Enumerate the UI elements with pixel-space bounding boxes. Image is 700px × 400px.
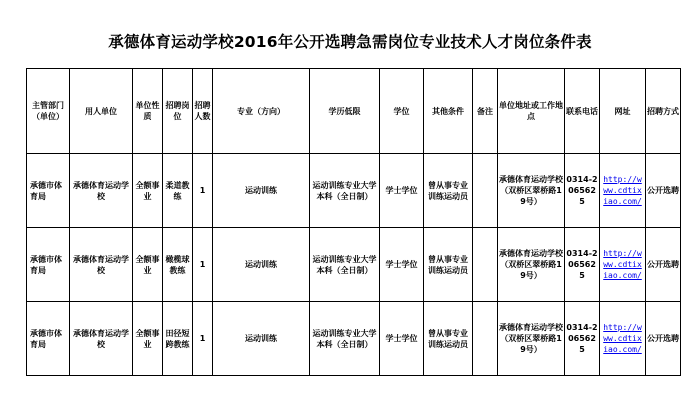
website-link[interactable]: http://www.cdtixiao.com/: [603, 249, 642, 280]
header-method: 招聘方式: [646, 69, 681, 154]
cell-nature: 全额事业: [133, 228, 163, 302]
cell-major: 运动训练: [213, 302, 310, 376]
cell-count: 1: [193, 154, 213, 228]
header-phone: 联系电话: [565, 69, 600, 154]
cell-other: 曾从事专业训练运动员: [424, 154, 473, 228]
table-row: [27, 154, 681, 228]
cell-note: [473, 302, 498, 376]
cell-dept: 承德市体育局: [27, 154, 70, 228]
cell-unit: 承德体育运动学校: [70, 154, 133, 228]
cell-degree: 学士学位: [380, 228, 424, 302]
header-count: 招聘人数: [193, 69, 213, 154]
cell-count: 1: [193, 302, 213, 376]
cell-unit: 承德体育运动学校: [70, 228, 133, 302]
website-link[interactable]: http://www.cdtixiao.com/: [603, 323, 642, 354]
cell-dept: 承德市体育局: [27, 302, 70, 376]
cell-method: 公开选聘: [646, 228, 681, 302]
cell-major: 运动训练: [213, 154, 310, 228]
cell-post: 田径短跨教练: [163, 302, 193, 376]
header-major: 专业（方向）: [213, 69, 310, 154]
cell-phone: 0314-2065625: [565, 302, 600, 376]
page-title: 承德体育运动学校2016年公开选聘急需岗位专业技术人才岗位条件表: [108, 33, 592, 51]
header-post: 招聘岗位: [163, 69, 193, 154]
cell-degree: 学士学位: [380, 154, 424, 228]
cell-nature: 全额事业: [133, 302, 163, 376]
cell-note: [473, 228, 498, 302]
cell-count: 1: [193, 228, 213, 302]
cell-post: 橄榄球教练: [163, 228, 193, 302]
conditions-table: [26, 68, 681, 376]
cell-website: [600, 228, 646, 302]
cell-nature: 全额事业: [133, 154, 163, 228]
cell-method: 公开选聘: [646, 302, 681, 376]
cell-note: [473, 154, 498, 228]
cell-degree: 学士学位: [380, 302, 424, 376]
cell-edu: 运动训练专业大学本科（全日制）: [310, 154, 380, 228]
header-website: 网址: [600, 69, 646, 154]
cell-website: [600, 154, 646, 228]
website-link[interactable]: http://www.cdtixiao.com/: [603, 175, 642, 206]
header-unit: 用人单位: [70, 69, 133, 154]
cell-unit: 承德体育运动学校: [70, 302, 133, 376]
cell-method: 公开选聘: [646, 154, 681, 228]
header-degree: 学位: [380, 69, 424, 154]
header-nature: 单位性质: [133, 69, 163, 154]
table-row: [27, 302, 681, 376]
header-address: 单位地址或工作地点: [498, 69, 565, 154]
cell-phone: 0314-2065625: [565, 228, 600, 302]
cell-edu: 运动训练专业大学本科（全日制）: [310, 302, 380, 376]
header-note: 备注: [473, 69, 498, 154]
cell-other: 曾从事专业训练运动员: [424, 302, 473, 376]
header-edu: 学历低限: [310, 69, 380, 154]
cell-website: [600, 302, 646, 376]
cell-dept: 承德市体育局: [27, 228, 70, 302]
cell-address: 承德体育运动学校（双桥区翠桥路19号）: [498, 154, 565, 228]
cell-phone: 0314-2065625: [565, 154, 600, 228]
cell-address: 承德体育运动学校（双桥区翠桥路19号）: [498, 228, 565, 302]
header-dept: 主管部门（单位）: [27, 69, 70, 154]
header-row: [27, 69, 681, 154]
cell-post: 柔道教练: [163, 154, 193, 228]
table-row: [27, 228, 681, 302]
cell-address: 承德体育运动学校（双桥区翠桥路19号）: [498, 302, 565, 376]
cell-other: 曾从事专业训练运动员: [424, 228, 473, 302]
header-other: 其他条件: [424, 69, 473, 154]
cell-major: 运动训练: [213, 228, 310, 302]
cell-edu: 运动训练专业大学本科（全日制）: [310, 228, 380, 302]
